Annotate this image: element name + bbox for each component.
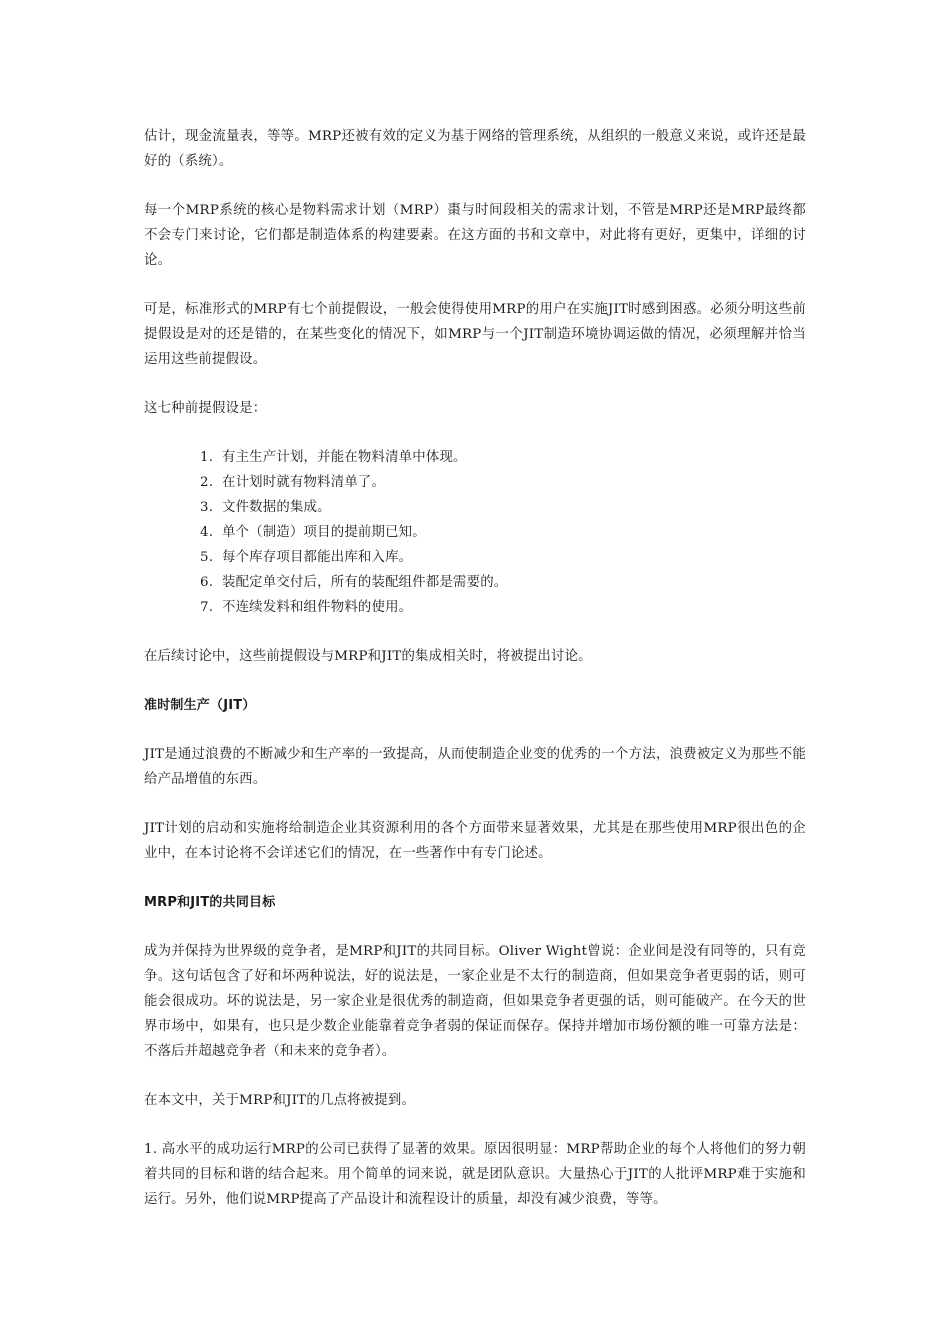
paragraph-jit-definition: JIT是通过浪费的不断减少和生产率的一致提高，从而使制造企业变的优秀的一个方法，浪费被定义为那些不能给产品增值的东西。 <box>144 747 806 787</box>
list-item: 6. 装配定单交付后，所有的装配组件都是需要的。 <box>200 575 508 590</box>
paragraph-assumptions-intro: 这七种前提假设是： <box>144 401 267 416</box>
list-item: 4. 单个（制造）项目的提前期已知。 <box>200 525 426 540</box>
paragraph-seven-assumptions: 可是，标准形式的MRP有七个前提假设，一般会使得使用MRP的用户在实施JIT时感到困惑。必须分明这些前提假设是对的还是错的，在某些变化的情况下，如MRP与一个JIT制造环境协调运做的情况，必须理解并恰当运用这些前提假设。 <box>144 302 806 367</box>
paragraph-later-discussion: 在后续讨论中，这些前提假设与MRP和JIT的集成相关时，将被提出讨论。 <box>144 649 592 664</box>
section-heading-jit: 准时制生产（JIT） <box>144 698 256 713</box>
document-page <box>144 124 806 1236</box>
list-item: 2. 在计划时就有物料清单了。 <box>200 475 386 490</box>
section-heading-common-goal: MRP和JIT的共同目标 <box>144 895 276 910</box>
list-item: 1. 有主生产计划，并能在物料清单中体现。 <box>200 450 467 465</box>
assumptions-list <box>144 445 806 620</box>
paragraph-point-one: 1. 高水平的成功运行MRP的公司已获得了显著的效果。原因很明显：MRP帮助企业的每个人将他们的努力朝着共同的目标和谐的结合起来。用个简单的词来说，就是团队意识。大量热心于JIT的人批评MRP难于实施和运行。另外，他们说MRP提高了产品设计和流程设计的质量，却没有减少浪费，等等。 <box>144 1142 806 1207</box>
paragraph-jit-effects: JIT计划的启动和实施将给制造企业其资源利用的各个方面带来显著效果，尤其是在那些使用MRP很出色的企业中，在本讨论将不会详述它们的情况，在一些著作中有专门论述。 <box>144 821 806 861</box>
list-item: 5. 每个库存项目都能出库和入库。 <box>200 550 413 565</box>
paragraph-competition: 成为并保持为世界级的竞争者，是MRP和JIT的共同目标。Oliver Wight曾说：企业间是没有同等的，只有竞争。这句话包含了好和坏两种说法，好的说法是，一家企业是不太行的制造商，但如果竞争者更弱的话，则可能会很成功。坏的说法是，另一家企业是很优秀的制造商，但如果竞争者更强的话，则可能破产。在今天的世界市场中，如果有，也只是少数企业能靠着竞争者弱的保证而保存。保持并增加市场份额的唯一可靠方法是：不落后并超越竞争者（和未来的竞争者）。 <box>144 944 806 1059</box>
paragraph-points-intro: 在本文中，关于MRP和JIT的几点将被提到。 <box>144 1093 416 1108</box>
list-item: 3. 文件数据的集成。 <box>200 500 331 515</box>
paragraph-mrp-core: 每一个MRP系统的核心是物料需求计划（MRP）棗与时间段相关的需求计划，不管是MRP还是MRP最终都不会专门来讨论，它们都是制造体系的构建要素。在这方面的书和文章中，对此将有更好，更集中，详细的讨论。 <box>144 203 806 268</box>
list-item: 7. 不连续发料和组件物料的使用。 <box>200 600 413 615</box>
paragraph-mrp-definition: 估计，现金流量表，等等。MRP还被有效的定义为基于网络的管理系统，从组织的一般意义来说，或许还是最好的（系统）。 <box>144 129 806 169</box>
